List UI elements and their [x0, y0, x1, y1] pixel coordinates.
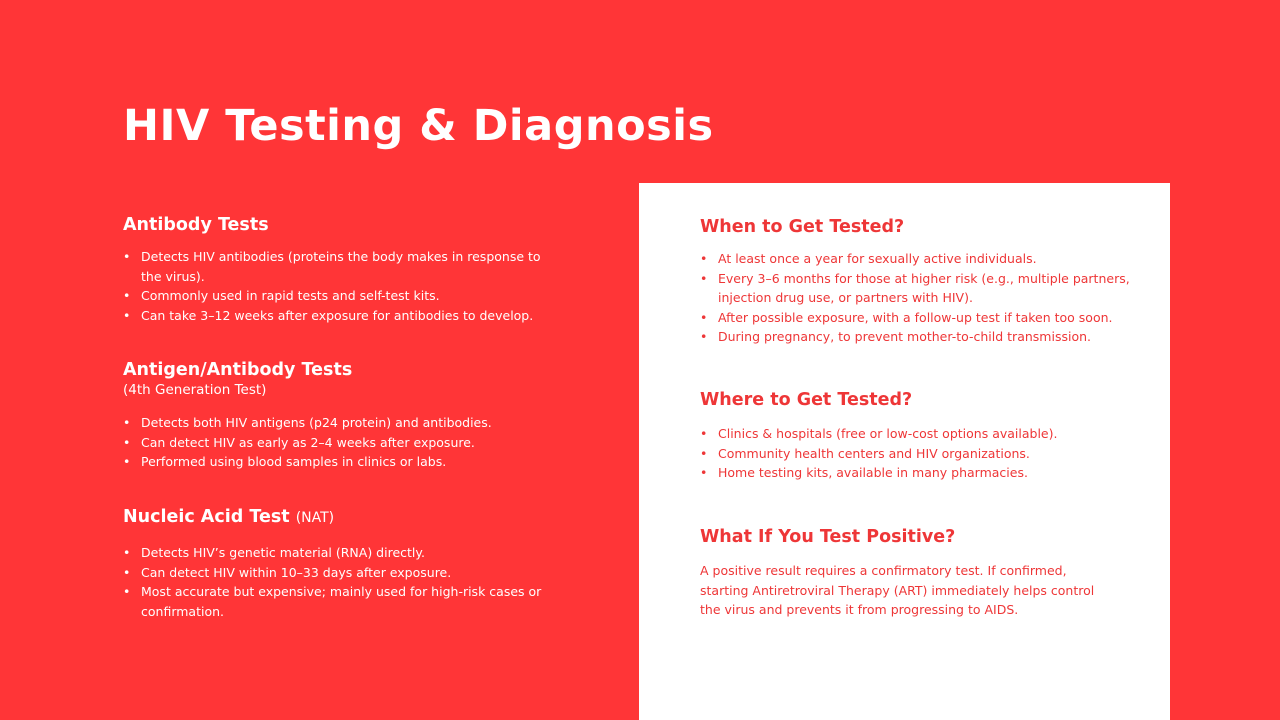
where-heading: Where to Get Tested? — [700, 390, 913, 410]
list-item: • Can detect HIV within 10–33 days after exposure. — [123, 563, 543, 583]
nucleic-acid-list — [123, 543, 543, 621]
nucleic-acid-section — [123, 506, 543, 621]
list-item: • Home testing kits, available in many pharmacies. — [700, 463, 1140, 483]
antigen-antibody-section — [123, 359, 543, 472]
antibody-tests-section — [123, 214, 543, 325]
list-item: • Detects both HIV antigens (p24 protein) and antibodies. — [123, 413, 543, 433]
list-item: • Detects HIV antibodies (proteins the body makes in response to the virus). — [123, 247, 543, 286]
list-item: • After possible exposure, with a follow-up test if taken too soon. — [700, 308, 1140, 328]
antigen-antibody-heading: Antigen/Antibody Tests — [123, 360, 353, 380]
list-item: • Commonly used in rapid tests and self-test kits. — [123, 286, 543, 306]
list-item: • Every 3–6 months for those at higher risk (e.g., multiple partners, injection drug use, or partners with HIV). — [700, 269, 1140, 308]
nucleic-acid-heading-suffix: (NAT) — [295, 510, 335, 526]
list-item: • Most accurate but expensive; mainly used for high-risk cases or confirmation. — [123, 582, 543, 621]
antibody-tests-heading: Antibody Tests — [123, 215, 269, 235]
where-list — [700, 424, 1140, 483]
when-section — [700, 216, 1140, 347]
nucleic-acid-heading-text: Nucleic Acid Test — [123, 507, 290, 527]
positive-section — [700, 526, 1140, 620]
list-item: • Clinics & hospitals (free or low-cost options available). — [700, 424, 1140, 444]
list-item: • During pregnancy, to prevent mother-to-child transmission. — [700, 327, 1140, 347]
list-item: • Can detect HIV as early as 2–4 weeks after exposure. — [123, 433, 543, 453]
list-item: • Can take 3–12 weeks after exposure for antibodies to develop. — [123, 306, 543, 326]
list-item: • Community health centers and HIV organizations. — [700, 444, 1140, 464]
positive-text: A positive result requires a confirmatory test. If confirmed, starting Antiretroviral Therapy (ART) immediately helps control the virus and prevents it from progressing to AIDS. — [700, 563, 1095, 617]
positive-heading: What If You Test Positive? — [700, 527, 956, 547]
when-heading: When to Get Tested? — [700, 217, 905, 237]
nucleic-acid-heading — [123, 506, 543, 529]
slide-title: HIV Testing & Diagnosis — [123, 101, 714, 151]
list-item: • At least once a year for sexually active individuals. — [700, 249, 1140, 269]
antigen-antibody-subheading: (4th Generation Test) — [123, 382, 267, 398]
when-list — [700, 249, 1140, 347]
list-item: • Detects HIV’s genetic material (RNA) directly. — [123, 543, 543, 563]
antigen-antibody-list — [123, 413, 543, 472]
list-item: • Performed using blood samples in clinics or labs. — [123, 452, 543, 472]
where-section — [700, 389, 1140, 483]
antibody-tests-list — [123, 247, 543, 325]
